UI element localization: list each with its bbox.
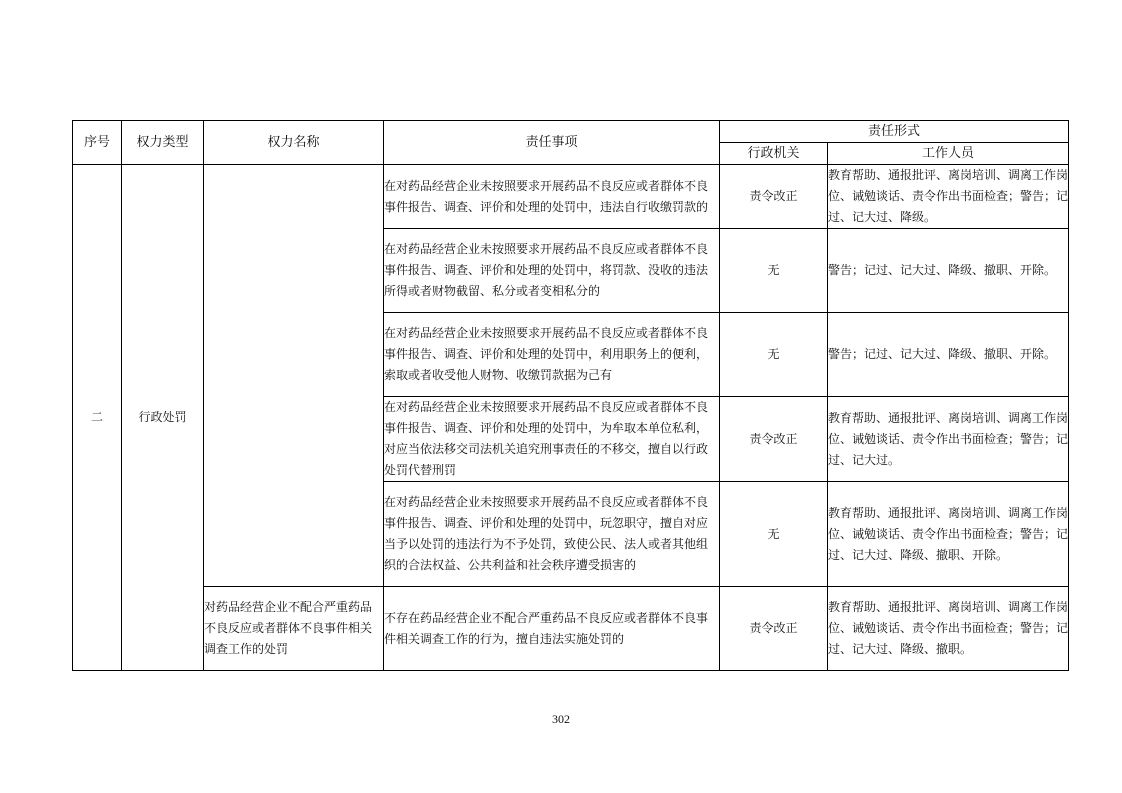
- group-power-name-empty: [204, 165, 384, 587]
- row-staff: 教育帮助、通报批评、离岗培训、调离工作岗位、诫勉谈话、责令作出书面检查；警告；记过、记大过、降级、撤职、开除。: [828, 482, 1069, 587]
- row-matter: 在对药品经营企业未按照要求开展药品不良反应或者群体不良事件报告、调查、评价和处理的处罚中，利用职务上的便利，索取或者收受他人财物、收缴罚款据为己有: [384, 313, 720, 397]
- group-power-name: 对药品经营企业不配合严重药品不良反应或者群体不良事件相关调查工作的处罚: [204, 587, 384, 671]
- row-staff: 教育帮助、通报批评、离岗培训、调离工作岗位、诫勉谈话、责令作出书面检查；警告；记过、记大过、降级、撤职。: [828, 587, 1069, 671]
- header-power-name: 权力名称: [204, 121, 384, 165]
- header-agency: 行政机关: [720, 143, 828, 165]
- row-staff: 教育帮助、通报批评、离岗培训、调离工作岗位、诫勉谈话、责令作出书面检查；警告；记过、记大过、降级。: [828, 165, 1069, 229]
- header-power-type: 权力类型: [122, 121, 204, 165]
- header-matters: 责任事项: [384, 121, 720, 165]
- row-matter: 不存在药品经营企业不配合严重药品不良反应或者群体不良事件相关调查工作的行为，擅自违法实施处罚的: [384, 587, 720, 671]
- row-staff: 教育帮助、通报批评、离岗培训、调离工作岗位、诫勉谈话、责令作出书面检查；警告；记过、记大过。: [828, 397, 1069, 482]
- row-agency: 责令改正: [720, 165, 828, 229]
- header-staff: 工作人员: [828, 143, 1069, 165]
- row-staff: 警告；记过、记大过、降级、撤职、开除。: [828, 229, 1069, 313]
- row-staff: 警告；记过、记大过、降级、撤职、开除。: [828, 313, 1069, 397]
- row-matter: 在对药品经营企业未按照要求开展药品不良反应或者群体不良事件报告、调查、评价和处理的处罚中，违法自行收缴罚款的: [384, 165, 720, 229]
- row-agency: 责令改正: [720, 587, 828, 671]
- header-responsibility-form: 责任形式: [720, 121, 1069, 143]
- group-power-type: 行政处罚: [122, 165, 204, 671]
- row-agency: 无: [720, 313, 828, 397]
- row-agency: 责令改正: [720, 397, 828, 482]
- table-row: [73, 165, 1069, 229]
- page-number: 302: [552, 712, 570, 726]
- responsibility-table: [72, 120, 1069, 671]
- table-row: [73, 587, 1069, 671]
- row-matter: 在对药品经营企业未按照要求开展药品不良反应或者群体不良事件报告、调查、评价和处理的处罚中，玩忽职守，擅自对应当予以处罚的违法行为不予处罚，致使公民、法人或者其他组织的合法权益、公共利益和社会秩序遭受损害的: [384, 482, 720, 587]
- row-agency: 无: [720, 482, 828, 587]
- group-seq: 二: [73, 165, 122, 671]
- row-agency: 无: [720, 229, 828, 313]
- row-matter: 在对药品经营企业未按照要求开展药品不良反应或者群体不良事件报告、调查、评价和处理的处罚中，为牟取本单位私利，对应当依法移交司法机关追究刑事责任的不移交，擅自以行政处罚代替刑罚: [384, 397, 720, 482]
- row-matter: 在对药品经营企业未按照要求开展药品不良反应或者群体不良事件报告、调查、评价和处理的处罚中，将罚款、没收的违法所得或者财物截留、私分或者变相私分的: [384, 229, 720, 313]
- header-seq: 序号: [73, 121, 122, 165]
